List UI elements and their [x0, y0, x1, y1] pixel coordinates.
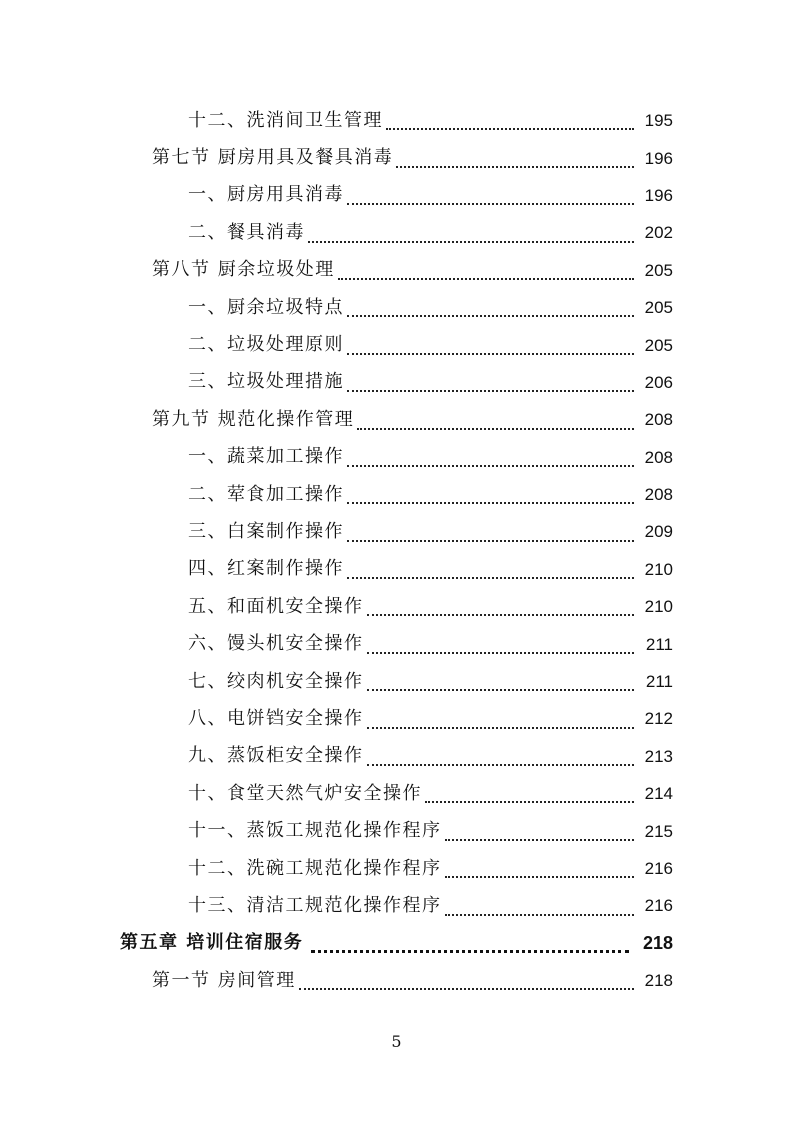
toc-entry-page: 211	[645, 672, 673, 692]
dot-leader	[386, 127, 634, 130]
toc-section-row[interactable]	[0, 962, 793, 999]
toc-entry-title: 八、电饼铛安全操作	[188, 707, 364, 729]
toc-subsection-row[interactable]	[0, 476, 793, 513]
toc-entry-page: 209	[644, 522, 673, 542]
toc-subsection-row[interactable]	[0, 439, 793, 476]
dot-leader	[347, 464, 634, 467]
toc-entry-page: 205	[644, 335, 673, 355]
toc-entry-page: 218	[644, 971, 673, 991]
dot-leader	[367, 688, 635, 691]
toc-entry-page: 216	[644, 859, 673, 878]
toc-entry-page: 205	[644, 260, 673, 280]
toc-subsection-row[interactable]	[0, 214, 793, 251]
dot-leader	[445, 838, 635, 841]
toc-subsection-row[interactable]	[0, 812, 793, 849]
table-of-contents	[0, 102, 793, 999]
toc-entry-title: 第一节 房间管理	[152, 969, 296, 991]
dot-leader	[425, 800, 634, 803]
toc-subsection-row[interactable]	[0, 513, 793, 550]
toc-subsection-row[interactable]	[0, 887, 793, 924]
toc-entry-title: 二、餐具消毒	[188, 221, 305, 243]
toc-entry-title: 三、白案制作操作	[188, 520, 344, 542]
toc-entry-page: 213	[644, 746, 673, 766]
toc-entry-page: 215	[644, 821, 673, 841]
dot-leader	[367, 613, 635, 616]
toc-entry-title: 七、绞肉机安全操作	[188, 670, 364, 692]
toc-subsection-row[interactable]	[0, 625, 793, 662]
toc-subsection-row[interactable]	[0, 663, 793, 700]
toc-entry-title: 一、厨余垃圾特点	[188, 296, 344, 318]
toc-subsection-row[interactable]	[0, 850, 793, 887]
dot-leader	[311, 949, 629, 953]
dot-leader	[347, 314, 634, 317]
toc-subsection-row[interactable]	[0, 551, 793, 588]
dot-leader	[347, 576, 634, 579]
dot-leader	[367, 763, 635, 766]
toc-entry-title: 六、馒头机安全操作	[188, 633, 364, 655]
toc-entry-title: 三、垃圾处理措施	[188, 371, 344, 393]
toc-subsection-row[interactable]	[0, 289, 793, 326]
toc-entry-title: 十二、洗消间卫生管理	[188, 109, 383, 131]
toc-entry-page: 208	[644, 447, 673, 467]
toc-entry-page: 195	[644, 111, 673, 131]
toc-entry-page: 205	[644, 298, 673, 318]
toc-entry-page: 208	[644, 410, 673, 430]
toc-subsection-row[interactable]	[0, 588, 793, 625]
toc-entry-page: 210	[644, 559, 673, 579]
toc-entry-page: 210	[644, 597, 673, 617]
page-number: 5	[391, 1032, 402, 1051]
toc-entry-title: 二、荤食加工操作	[188, 483, 344, 505]
toc-entry-page: 206	[644, 372, 673, 392]
toc-subsection-row[interactable]	[0, 775, 793, 812]
toc-subsection-row[interactable]	[0, 738, 793, 775]
toc-entry-title: 五、和面机安全操作	[188, 595, 364, 617]
dot-leader	[357, 427, 634, 430]
toc-entry-page: 216	[644, 896, 673, 916]
toc-subsection-row[interactable]	[0, 700, 793, 737]
toc-entry-title: 十一、蒸饭工规范化操作程序	[188, 820, 442, 842]
toc-entry-title: 九、蒸饭柜安全操作	[188, 745, 364, 767]
toc-entry-title: 第七节 厨房用具及餐具消毒	[152, 147, 394, 169]
toc-section-row[interactable]	[0, 252, 793, 289]
toc-chapter-row[interactable]	[0, 925, 793, 962]
toc-entry-title: 四、红案制作操作	[188, 558, 344, 580]
toc-entry-title: 十三、清洁工规范化操作程序	[188, 894, 442, 916]
toc-entry-page: 218	[642, 933, 673, 954]
toc-entry-title: 第五章 培训住宿服务	[120, 932, 304, 954]
dot-leader	[367, 726, 635, 729]
toc-subsection-row[interactable]	[0, 177, 793, 214]
dot-leader	[347, 202, 634, 205]
dot-leader	[347, 539, 634, 542]
dot-leader	[338, 277, 634, 280]
dot-leader	[347, 352, 634, 355]
toc-entry-title: 第八节 厨余垃圾处理	[152, 259, 335, 281]
dot-leader	[299, 987, 634, 990]
toc-subsection-row[interactable]	[0, 364, 793, 401]
dot-leader	[347, 389, 634, 392]
toc-entry-page: 196	[644, 148, 673, 168]
dot-leader	[347, 501, 634, 504]
toc-entry-page: 202	[644, 223, 673, 243]
toc-entry-title: 一、厨房用具消毒	[188, 184, 344, 206]
dot-leader	[396, 165, 634, 168]
toc-entry-title: 十、食堂天然气炉安全操作	[188, 782, 422, 804]
toc-entry-title: 一、蔬菜加工操作	[188, 446, 344, 468]
toc-entry-title: 十二、洗碗工规范化操作程序	[188, 857, 442, 879]
dot-leader	[445, 913, 635, 916]
dot-leader	[308, 240, 634, 243]
toc-section-row[interactable]	[0, 401, 793, 438]
toc-entry-page: 212	[644, 709, 673, 729]
toc-section-row[interactable]	[0, 139, 793, 176]
dot-leader	[445, 875, 635, 878]
dot-leader	[367, 651, 635, 654]
toc-entry-page: 214	[644, 784, 673, 804]
toc-entry-page: 196	[644, 185, 673, 205]
toc-entry-page: 208	[644, 485, 673, 505]
toc-subsection-row[interactable]	[0, 326, 793, 363]
toc-entry-page: 211	[645, 634, 673, 654]
toc-entry-title: 二、垃圾处理原则	[188, 334, 344, 356]
toc-subsection-row[interactable]	[0, 102, 793, 139]
toc-entry-title: 第九节 规范化操作管理	[152, 408, 355, 430]
